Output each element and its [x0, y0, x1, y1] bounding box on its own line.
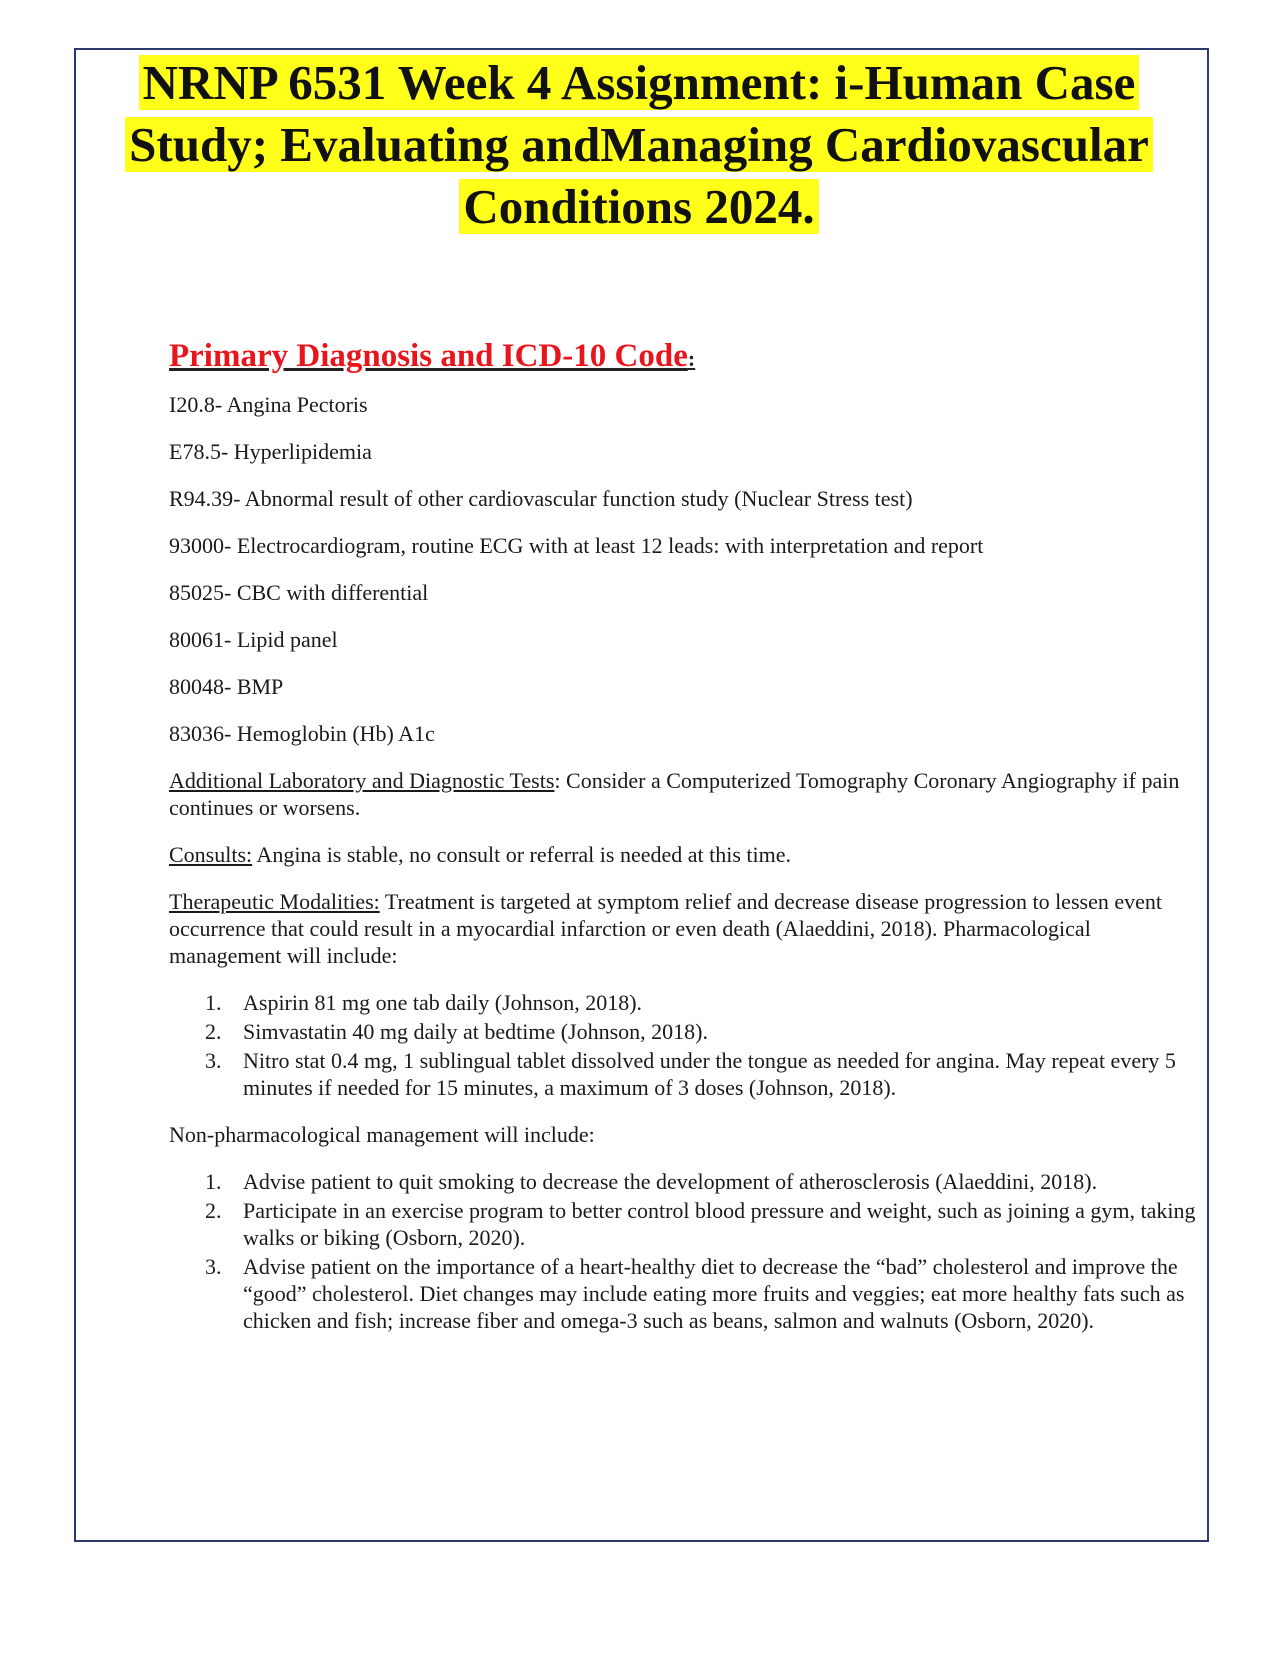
additional-tests-label: Additional Laboratory and Diagnostic Tests — [169, 768, 555, 793]
icd-code-item: R94.39- Abnormal result of other cardiovascular function study (Nuclear Stress test) — [169, 486, 913, 511]
list-item: 3. Advise patient on the importance of a heart-healthy diet to decrease the “bad” cholesterol and improve the “good” cholesterol. Diet changes may include eating more fruits and veggies; eat more healthy fats such as chicken and fish; increase fiber and omega-3 such as beans, salmon and walnuts (Osborn, 2020). — [205, 1254, 1185, 1333]
additional-tests-paragraph — [169, 767, 1199, 821]
icd-code-item: 93000- Electrocardiogram, routine ECG with at least 12 leads: with interpretation and report — [169, 533, 984, 558]
list-item: 2. Simvastatin 40 mg daily at bedtime (Johnson, 2018). — [205, 1019, 709, 1044]
consults-label: Consults: — [169, 842, 253, 867]
icd-code-item: E78.5- Hyperlipidemia — [169, 439, 372, 464]
consults-paragraph — [169, 841, 1199, 868]
consults-text: Angina is stable, no consult or referral is needed at this time. — [252, 842, 792, 867]
therapeutic-paragraph — [169, 888, 1199, 969]
list-item: 1. Aspirin 81 mg one tab daily (Johnson, 2018). — [205, 990, 643, 1015]
title-line-2: Study; Evaluating andManaging Cardiovascular — [125, 117, 1153, 172]
title-line-3: Conditions 2024. — [459, 179, 818, 234]
document-body — [169, 336, 1199, 1354]
therapeutic-text: Treatment is targeted at symptom relief and decrease disease progression to lessen event occurrence that could result in a myocardial infarction or even death (Alaeddini, 2018). Pharmacological management will include: — [169, 889, 1162, 968]
icd-code-item: 85025- CBC with differential — [169, 580, 429, 605]
document-title — [54, 52, 1224, 238]
additional-tests-text: : Consider a Computerized Tomography Coronary Angiography if pain continues or worsens. — [169, 768, 1180, 820]
primary-diagnosis-heading: Primary Diagnosis and ICD-10 Code: — [169, 338, 696, 374]
non-pharmacological-list — [169, 1168, 1199, 1334]
therapeutic-label: Therapeutic Modalities: — [169, 889, 380, 914]
icd-code-item: 80048- BMP — [169, 674, 284, 699]
title-line-1: NRNP 6531 Week 4 Assignment: i-Human Case — [139, 55, 1140, 110]
icd-code-list — [169, 391, 1199, 747]
list-item: 2. Participate in an exercise program to better control blood pressure and weight, such as joining a gym, taking walks or biking (Osborn, 2020). — [205, 1198, 1196, 1250]
non-pharm-intro: Non-pharmacological management will include: — [169, 1122, 595, 1147]
icd-code-item: 83036- Hemoglobin (Hb) A1c — [169, 721, 435, 746]
list-item: 3. Nitro stat 0.4 mg, 1 sublingual tablet dissolved under the tongue as needed for angina. May repeat every 5 minutes if needed for 15 minutes, a maximum of 3 doses (Johnson, 2018). — [205, 1048, 1176, 1100]
icd-code-item: I20.8- Angina Pectoris — [169, 392, 368, 417]
list-item: 1. Advise patient to quit smoking to decrease the development of atherosclerosis (Alaeddini, 2018). — [205, 1169, 1098, 1194]
icd-code-item: 80061- Lipid panel — [169, 627, 338, 652]
pharmacological-list — [169, 989, 1199, 1101]
